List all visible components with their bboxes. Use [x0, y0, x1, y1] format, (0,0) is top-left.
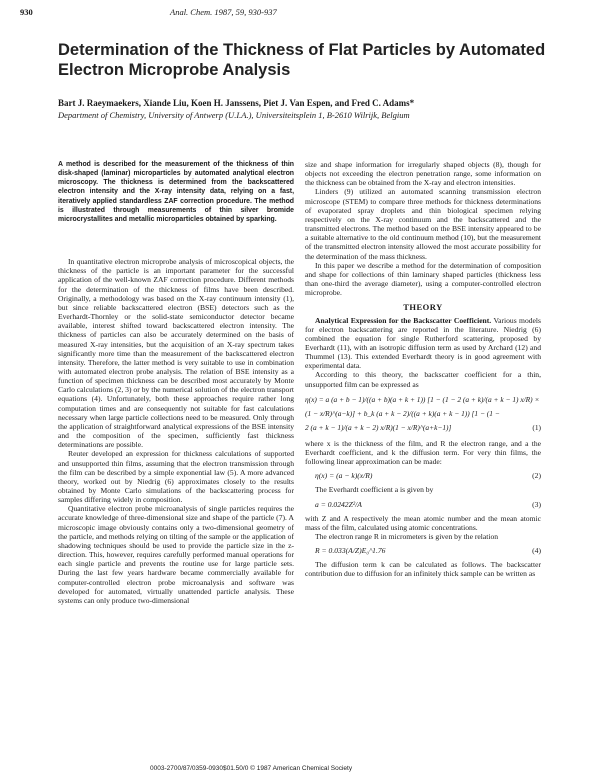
paragraph: In this paper we describe a method for the determination of composition and shape for collections of thin laminary shaped particles (thickness less than one-third the average diameter), using a computer-controlled electron microprobe.: [305, 260, 541, 298]
paragraph: [305, 316, 541, 371]
paragraph: The electron range R in micrometers is given by the relation: [315, 532, 499, 541]
author-list: Bart J. Raeymaekers, Xiande Liu, Koen H. Janssens, Piet J. Van Espen, and Fred C. Adams*: [58, 98, 415, 108]
paragraph: According to this theory, the backscatter coefficient for a thin, unsupported film can be expressed as: [305, 370, 541, 389]
running-header: [20, 7, 580, 19]
journal-citation: Anal. Chem. 1987, 59, 930-937: [170, 7, 277, 17]
paragraph: Linders (9) utilized an automated scanning transmission electron microscope (STEM) to compare three methods for thickness determinations of evaporated spray droplets and thin biological specimen relying respectively on the X-ray continuum and the backscattered and the transmitted electrons. The method based on the BSE intensity appeared to be a suitable alternative to the old continuum method (10), but the measurement of the transmitted electron intensity allowed the most accurate possibility for the determination of the mass thickness.: [305, 187, 541, 261]
equation-1-line: η(x) = a (a + b − 1)/((a + b)(a + k + 1)) [1 − (1 − 2 (a + k)/(a + k − 1) x/R) ×: [305, 394, 540, 404]
left-column: [58, 160, 294, 605]
page-number: 930: [20, 7, 33, 17]
equation-3: a = 0.0242Z²/A (3): [315, 499, 541, 509]
subsection-heading: Analytical Expression for the Backscatter Coefficient.: [315, 315, 492, 325]
equation-1-line: (1 − x/R)^(a−k)] + b_k (a + k − 2)/((a + k)(a + k − 1)) [1 − (1 −: [305, 408, 500, 418]
equation-number: (1): [532, 422, 541, 432]
right-column: [305, 160, 541, 579]
paragraph: Quantitative electron probe microanalysis of single particles requires the accurate knowledge of three-dimensional size and shape of the particle (7). A microscopic image obviously contains only a two-dimensional geometry of the particle, and methods relying on tilting of the sample or the application of shadowing techniques should be used to provide the particle size in the z-direction. This, however, requires carefully performed manual operations for each single particle and prevents the routine use for large particle sets. During the last few years hardware became commercially available for computer-controlled electron probe microanalysis and software was developed for automated, virtually unattended particle analysis. These systems can only produce two-dimensional: [58, 504, 294, 605]
equation-1: [305, 393, 541, 435]
paragraph: with Z and A respectively the mean atomic number and the mean atomic mass of the film, calculated using atomic concentrations.: [305, 513, 541, 532]
copyright-footer: 0003-2700/87/0359-0930$01.50/0 © 1987 American Chemical Society: [150, 765, 353, 772]
paragraph: The diffusion term k can be calculated as follows. The backscatter contribution due to diffusion for an infinitely thick sample can be written as: [305, 560, 541, 579]
equation-2: η(x) = (a − k)(x/R) (2): [315, 471, 541, 481]
section-heading: THEORY: [403, 302, 443, 313]
paragraph: size and shape information for irregularly shaped objects (8), though for objects not exceeding the electron penetration range, some information on the thickness can be obtained from the X-ray and electron intensities.: [305, 160, 541, 188]
paragraph: Reuter developed an expression for thickness calculations of supported and unsupported thin films, assuming that the electron transmission through the film can be described by a simple exponential law (5). A more advanced theory, worked out by Niedrig (6) approximates closely to the results obtained by Monte Carlo simulations of the backscattering process for samples differing widely in composition.: [58, 449, 294, 505]
equation-1-line: 2 (a + k − 1)/(a + k − 2) x/R)(1 − x/R)^(a+k−1)] (1): [305, 421, 541, 435]
paragraph: In quantitative electron microprobe analysis of microscopical objects, the thickness of the particle is an important parameter for the successful application of the well-known ZAF correction procedure. Different methods for the determination of the thickness of films have been described. Originally, a methodology was based on the X-ray continuum intensity (1), but since reliable backscattered electron (BSE) detectors such as the Everhardt-Thornley or the solid-state semiconductor detector became available, interest shifted toward backscattered electron intensity. The thickness of particles can also be accurately determined on the basis of measured X-ray intensities, but the acquisition of an X-ray spectrum takes significantly more time than the measurement of the backscattered electron intensity. Therefore, the latter method is very suitable to use in combination with automated electron probe analysis. The relation of BSE intensity as a function of specimen thickness can be described most accurately by Monte Carlo calculations (2, 3) or by the numerical solution of the electron transport equations (4). Unfortunately, both these approaches require rather long computation times and are consequently not suitable for fast calculations necessary when large particle collections need to be measured. Only through the application of straightforward analytical expressions of the BSE intensity and the composition of the specimen, sufficiently fast thickness determinations are possible.: [58, 257, 294, 450]
subsection-text: Various models for electron backscattering are reported in the literature. Niedrig (6) combined the equation for single Rutherford scattering, proposed by Everhardt (11), with an isotropic diffusion term as used by Archard (12) and Thummel (13). This extended Everhardt theory is in good agreement with experimental data.: [305, 315, 541, 371]
abstract: A method is described for the measurement of the thickness of thin disk-shaped (laminar) microparticles by automated analytical electron microscopy. The thickness is determined from the backscattered electron intensity and the X-ray intensity data, relying on a fast, iteratively applied standardless ZAF correction procedure. The method is illustrated through measurements of thin silver bromide microcrystallites and metallic microparticles obtained by sparking.: [58, 161, 294, 223]
paragraph: where x is the thickness of the film, and R the electron range, and a the Everhardt coefficient, and k the diffusion term. For very thin films, the following linear approximation can be made:: [305, 438, 541, 467]
affiliation: Department of Chemistry, University of Antwerp (U.I.A.), Universiteitsplein 1, B-2610 Wilrijk, Belgium: [58, 110, 410, 120]
paper-title: Determination of the Thickness of Flat Particles by Automated Electron Microprobe Analysis: [58, 41, 546, 79]
paragraph: The Everhardt coefficient a is given by: [315, 485, 434, 495]
equation-4: R = 0.033(A/Z)E₀^1.76 (4): [315, 546, 541, 556]
